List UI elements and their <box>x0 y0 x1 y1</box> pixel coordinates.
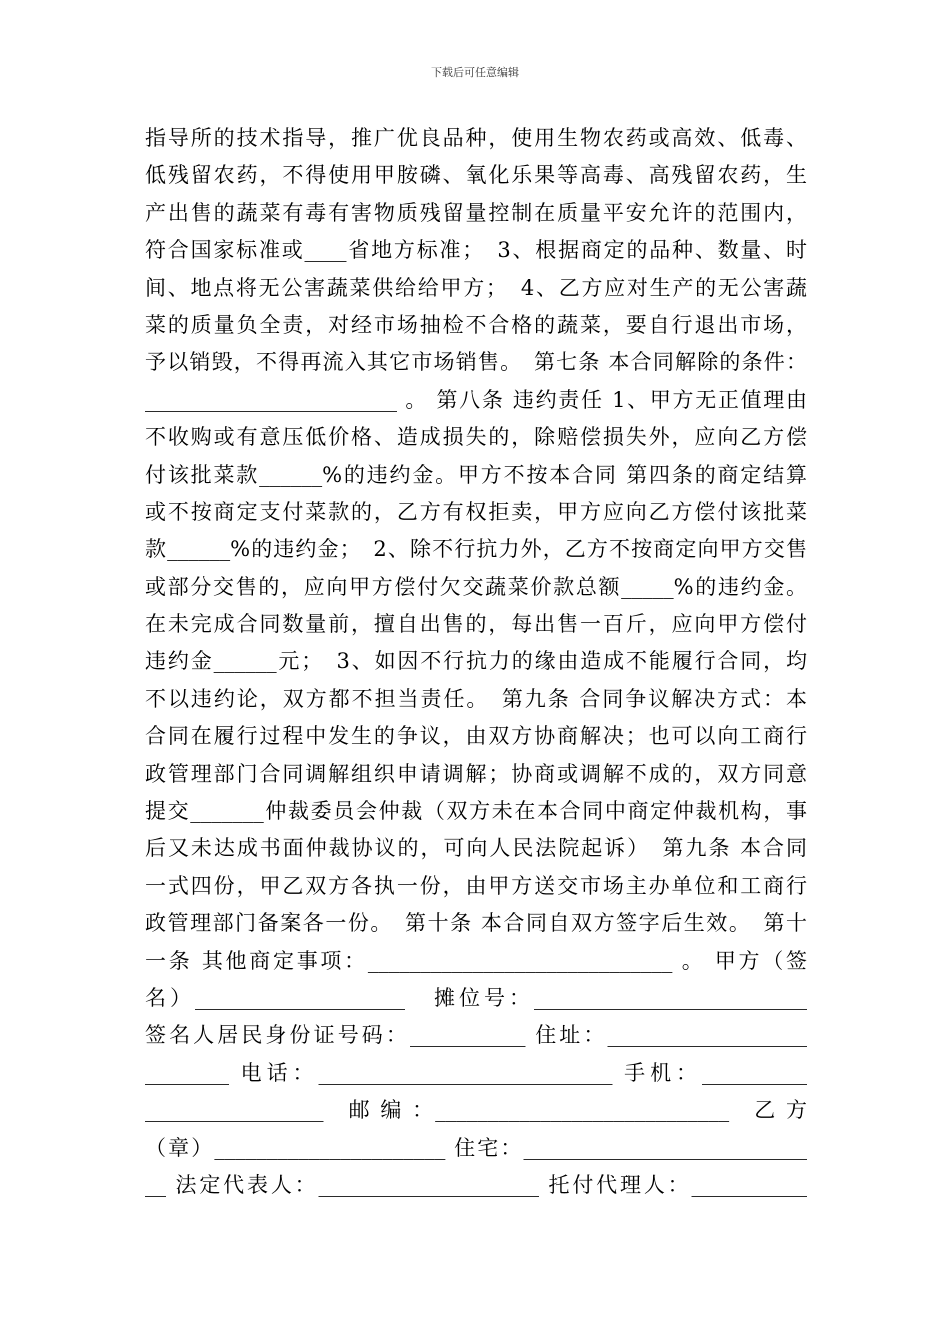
text-line: 在未完成合同数量前，擅自出售的，每出售一百斤，应向甲方偿付 <box>145 612 807 637</box>
text-line: 一条 其他商定事项：_____________________________ 。 甲方（签 <box>145 948 807 973</box>
text-line: 指导所的技术指导，推广优良品种，使用生物农药或高效、低毒、 <box>145 126 807 150</box>
text-line: 不收购或有意压低价格、造成损失的，除赔偿损失外，应向乙方偿 <box>145 425 807 450</box>
text-line: 一式四份，甲乙双方各执一份，由甲方送交市场主办单位和工商行 <box>145 873 807 898</box>
text-line: ________________________ 。 第八条 违约责任 1、甲方无正值理由 <box>145 387 807 412</box>
page-header: 下载后可任意编辑 <box>431 66 519 79</box>
text-line: 间、地点将无公害蔬菜供给给甲方； 4、乙方应对生产的无公害蔬 <box>145 275 807 300</box>
text-line: （章）______________________ 住宅：___________________________ <box>145 1135 807 1160</box>
text-line: 后又未达成书面仲裁协议的，可向人民法院起诉） 第九条 本合同 <box>145 836 807 861</box>
text-line: 或不按商定支付菜款的，乙方有权拒卖，甲方应向乙方偿付该批菜 <box>145 499 807 524</box>
text-line: 付该批菜款______%的违约金。甲方不按本合同 第四条的商定结算 <box>145 462 807 487</box>
text-line: 违约金______元； 3、如因不行抗力的缘由造成不能履行合同，均 <box>145 649 807 674</box>
text-line: 低残留农药，不得使用甲胺磷、氧化乐果等高毒、高残留农药，生 <box>145 163 807 188</box>
text-line: 菜的质量负全责，对经市场抽检不合格的蔬菜，要自行退出市场， <box>145 312 807 337</box>
text-line: _________________ 邮 编 ：____________________________ 乙 方 <box>145 1098 807 1123</box>
text-line: 政管理部门备案各一份。 第十条 本合同自双方签字后生效。 第十 <box>145 911 807 936</box>
text-line: 合同在履行过程中发生的争议，由双方协商解决；也可以向工商行 <box>145 724 807 749</box>
text-line: __ 法定代表人：_____________________ 托付代理人：___________ <box>145 1172 807 1197</box>
contract-body <box>145 120 807 1204</box>
text-line: 政管理部门合同调解组织申请调解；协商或调解不成的，双方同意 <box>145 761 807 786</box>
text-line: 名）____________________ 摊位号：__________________________ <box>145 985 807 1010</box>
text-line: 予以销毁，不得再流入其它市场销售。 第七条 本合同解除的条件： <box>145 350 807 375</box>
text-line: 不以违约论，双方都不担当责任。 第九条 合同争议解决方式：本 <box>145 686 807 711</box>
text-line: 符合国家标准或____省地方标准； 3、根据商定的品种、数量、时 <box>145 238 807 263</box>
text-line: 款______%的违约金； 2、除不行抗力外，乙方不按商定向甲方交售 <box>145 537 807 562</box>
text-line: 提交_______仲裁委员会仲裁（双方未在本合同中商定仲裁机构，事 <box>145 799 807 824</box>
text-line: ________ 电话：____________________________ 手机：__________ <box>145 1060 807 1085</box>
text-line: 签名人居民身份证号码：___________ 住址：___________________ <box>145 1023 807 1048</box>
text-line: 或部分交售的，应向甲方偿付欠交蔬菜价款总额_____%的违约金。 <box>145 574 807 599</box>
text-line: 产出售的蔬菜有毒有害物质残留量控制在质量平安允许的范围内， <box>145 200 807 225</box>
